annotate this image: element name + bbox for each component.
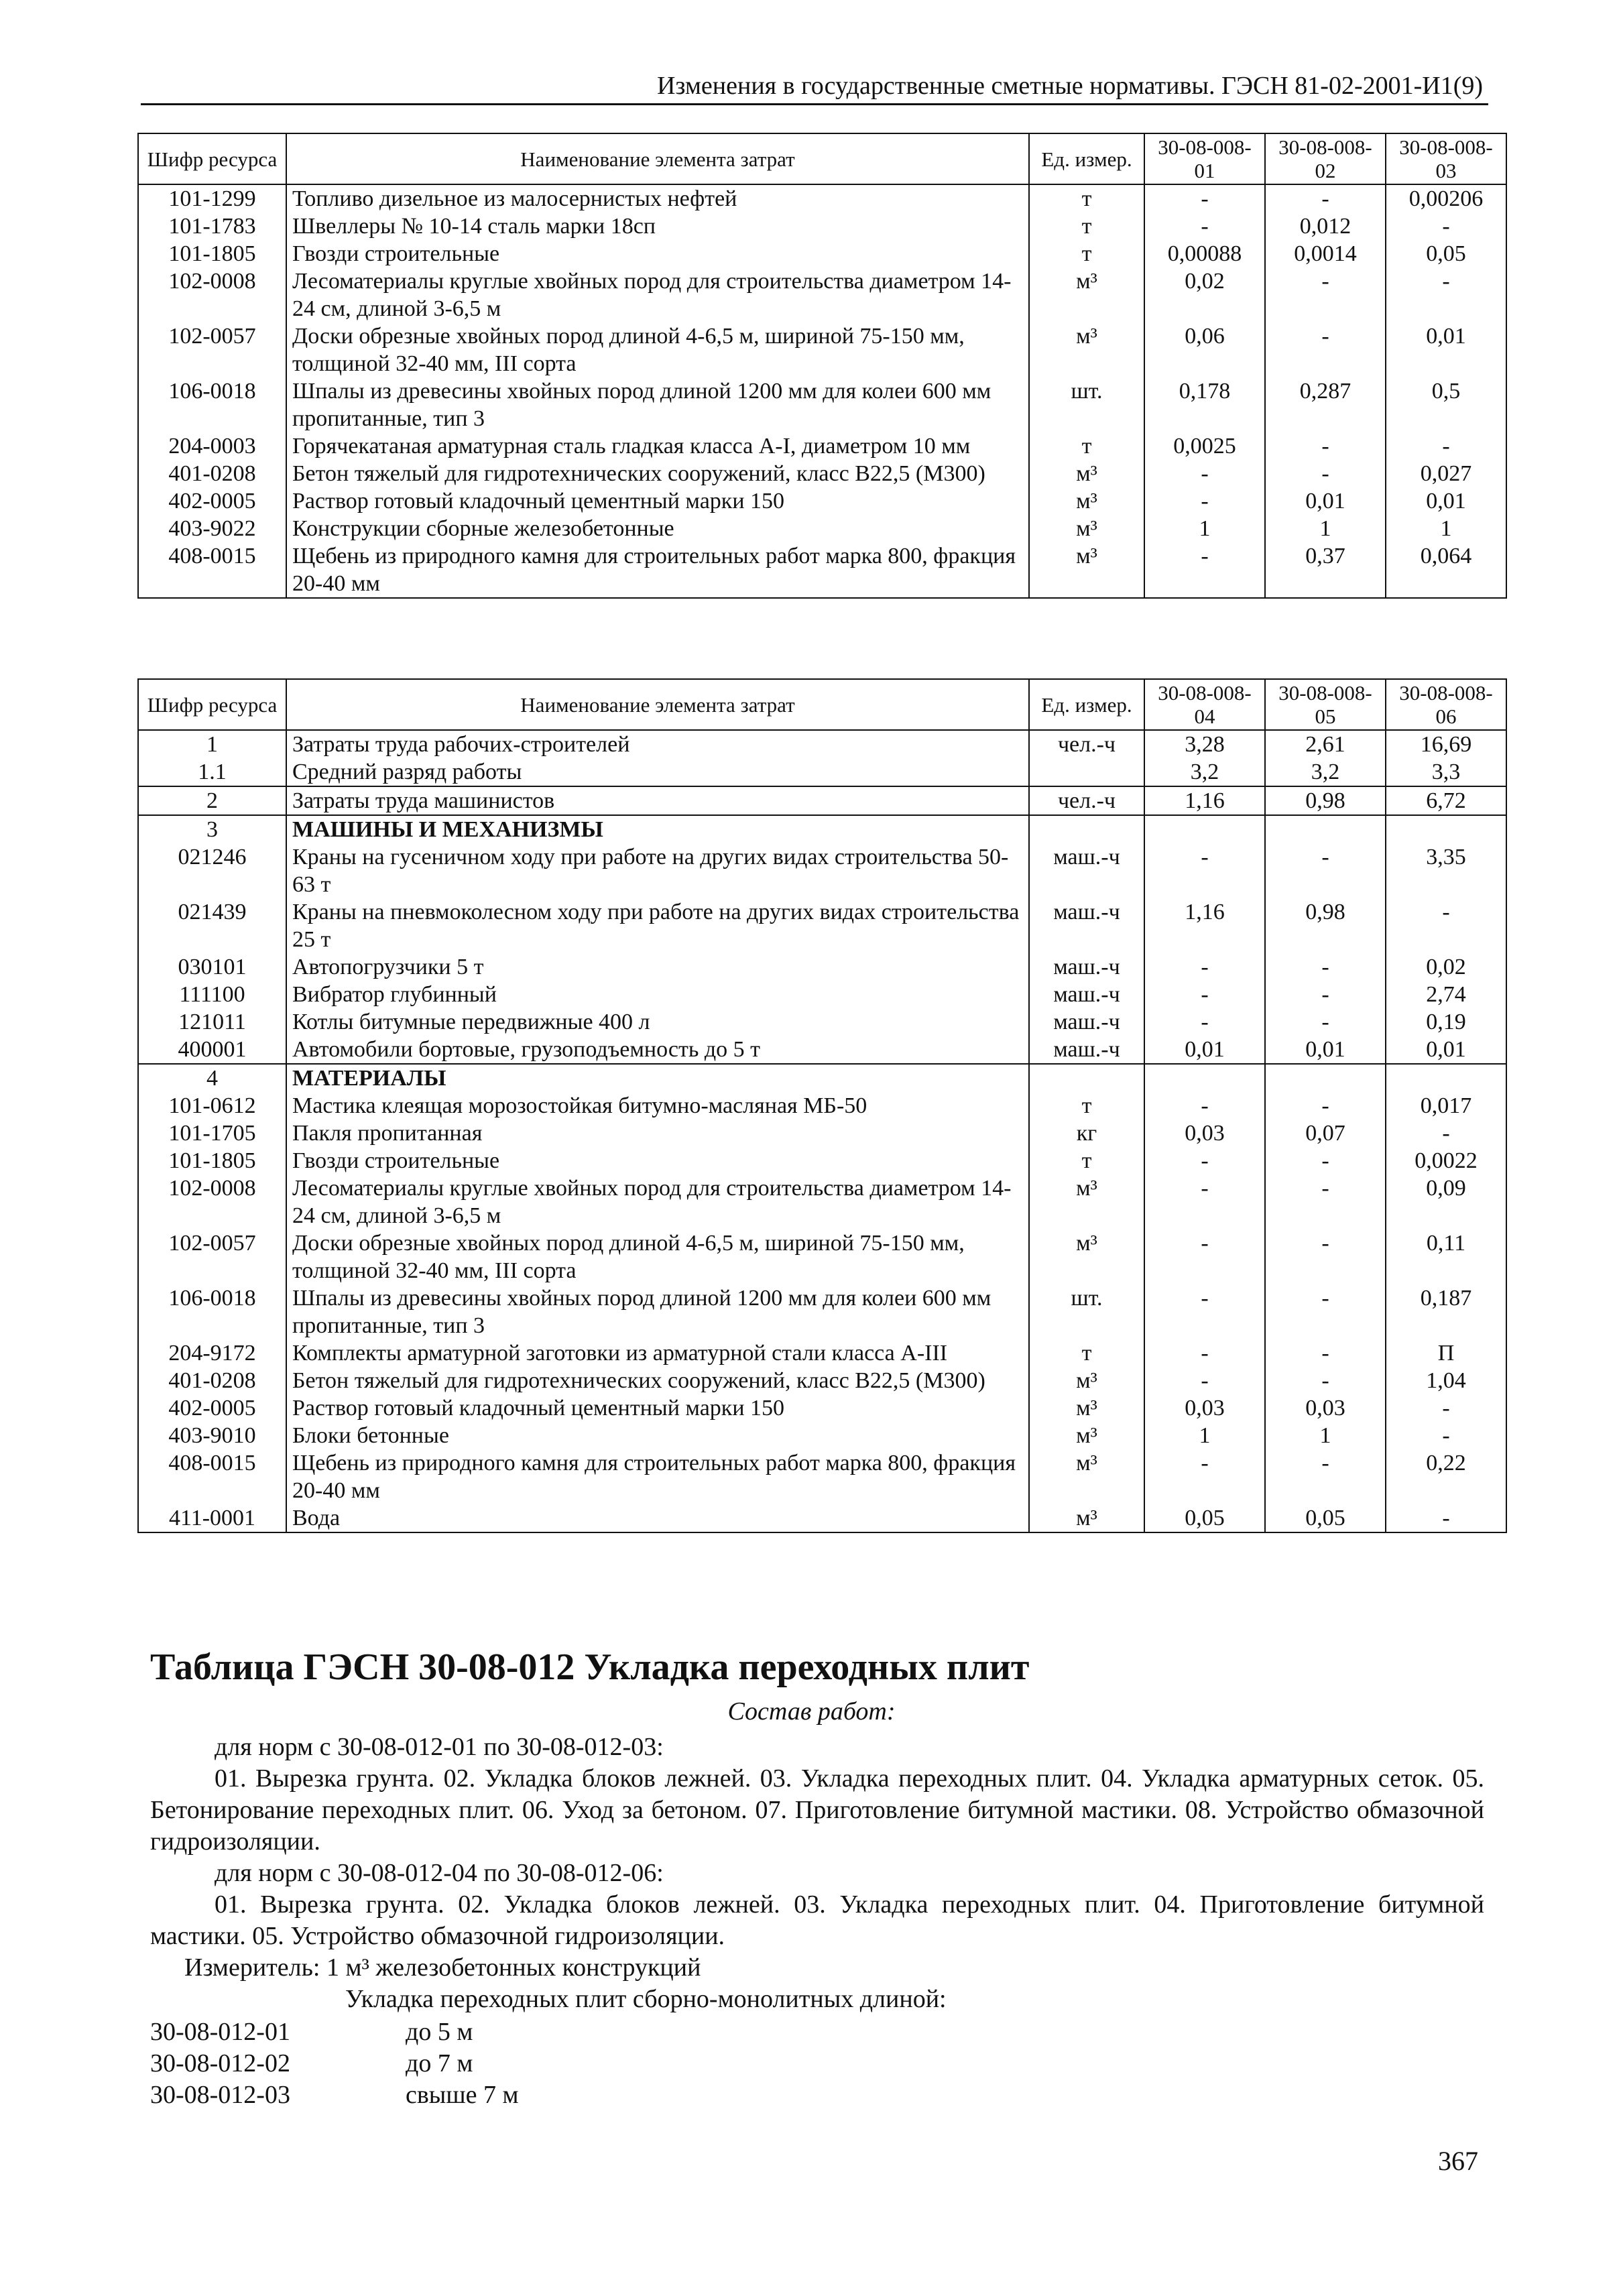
- resource-code: 102-0008: [138, 267, 286, 322]
- resource-code: 101-1805: [138, 240, 286, 267]
- unit-of-measure: м³: [1029, 1422, 1144, 1449]
- table-row: [138, 1394, 1506, 1422]
- table-row: [138, 1092, 1506, 1120]
- resource-code: 030101: [138, 953, 286, 981]
- works-list-b: 01. Вырезка грунта. 02. Укладка блоков лежней. 03. Укладка переходных плит. 04. Приготовление битумной мастики. 05. Устройство обмазочной гидроизоляции.: [150, 1890, 1484, 1950]
- norm-value: -: [1386, 213, 1506, 240]
- unit-of-measure: шт.: [1029, 377, 1144, 432]
- norm-value: 0,03: [1265, 1394, 1386, 1422]
- unit-of-measure: т: [1029, 184, 1144, 213]
- norm-value: -: [1386, 1394, 1506, 1422]
- table-row: [138, 1147, 1506, 1174]
- norm-value: -: [1144, 1092, 1265, 1120]
- measure-unit: Измеритель: 1 м³ железобетонных конструкций: [184, 1953, 701, 1982]
- cost-element-name: Топливо дизельное из малосернистых нефтей: [286, 184, 1029, 213]
- unit-of-measure: т: [1029, 1147, 1144, 1174]
- cost-element-name: МАТЕРИАЛЫ: [286, 1064, 1029, 1092]
- norm-value: 2,61: [1265, 730, 1386, 758]
- resource-code: 102-0057: [138, 322, 286, 377]
- unit-of-measure: м³: [1029, 1449, 1144, 1504]
- norm-value: -: [1144, 213, 1265, 240]
- table-row: [138, 1120, 1506, 1147]
- unit-of-measure: маш.-ч: [1029, 981, 1144, 1008]
- norm-value: 16,69: [1386, 730, 1506, 758]
- cost-element-name: Раствор готовый кладочный цементный марки 150: [286, 1394, 1029, 1422]
- norm-value: 3,35: [1386, 843, 1506, 898]
- resource-code: 408-0015: [138, 1449, 286, 1504]
- unit-of-measure: т: [1029, 432, 1144, 460]
- resource-code: 400001: [138, 1036, 286, 1064]
- cost-element-name: Конструкции сборные железобетонные: [286, 515, 1029, 542]
- norm-value: -: [1265, 460, 1386, 487]
- running-header: [141, 72, 1488, 105]
- norm-value: -: [1144, 1284, 1265, 1339]
- norm-value: 1: [1144, 515, 1265, 542]
- table-row: [138, 1174, 1506, 1229]
- unit-of-measure: чел.-ч: [1029, 786, 1144, 815]
- cost-element-name: МАШИНЫ И МЕХАНИЗМЫ: [286, 815, 1029, 843]
- table-row: [138, 432, 1506, 460]
- norms-range-a: для норм с 30-08-012-01 по 30-08-012-03:: [215, 1733, 664, 1761]
- resource-code: 106-0018: [138, 1284, 286, 1339]
- norm-desc: до 7 м: [406, 2049, 473, 2077]
- norm-value: 0,03: [1144, 1394, 1265, 1422]
- norm-value: 6,72: [1386, 786, 1506, 815]
- norm-value: 0,05: [1144, 1504, 1265, 1532]
- unit-of-measure: м³: [1029, 542, 1144, 598]
- norm-value: 0,01: [1386, 1036, 1506, 1064]
- norm-value: 0,02: [1144, 267, 1265, 322]
- table-row: [138, 184, 1506, 213]
- norm-value: -: [1265, 1147, 1386, 1174]
- norm-value: 0,00206: [1386, 184, 1506, 213]
- table-row: [138, 981, 1506, 1008]
- cost-element-name: Щебень из природного камня для строительных работ марка 800, фракция 20-40 мм: [286, 542, 1029, 598]
- running-header-text: Изменения в государственные сметные нормативы. ГЭСН 81-02-2001-И1(9): [656, 72, 1483, 100]
- norm-value: [1144, 815, 1265, 843]
- norm-value: 0,027: [1386, 460, 1506, 487]
- unit-of-measure: шт.: [1029, 1284, 1144, 1339]
- header-code: Шифр ресурса: [138, 679, 286, 730]
- norm-value: 1,16: [1144, 786, 1265, 815]
- norm-value: -: [1144, 953, 1265, 981]
- resource-code: 101-1299: [138, 184, 286, 213]
- resource-code: 401-0208: [138, 460, 286, 487]
- unit-of-measure: маш.-ч: [1029, 843, 1144, 898]
- header-norm-2: 30-08-008-02: [1265, 133, 1386, 184]
- norm-value: 0,017: [1386, 1092, 1506, 1120]
- table-row: [138, 377, 1506, 432]
- cost-element-name: Шпалы из древесины хвойных пород длиной 1200 мм для колеи 600 мм пропитанные, тип 3: [286, 377, 1029, 432]
- cost-element-name: Вибратор глубинный: [286, 981, 1029, 1008]
- table-row: [138, 953, 1506, 981]
- header-unit: Ед. измер.: [1029, 133, 1144, 184]
- unit-of-measure: м³: [1029, 1394, 1144, 1422]
- resource-code: 204-9172: [138, 1339, 286, 1367]
- resource-table-008-04-06: [137, 678, 1507, 1533]
- resource-code: 401-0208: [138, 1367, 286, 1394]
- cost-element-name: Гвозди строительные: [286, 240, 1029, 267]
- cost-element-name: Пакля пропитанная: [286, 1120, 1029, 1147]
- cost-element-name: Автопогрузчики 5 т: [286, 953, 1029, 981]
- resource-code: 402-0005: [138, 487, 286, 515]
- cost-element-name: Автомобили бортовые, грузоподъемность до 5 т: [286, 1036, 1029, 1064]
- norm-value: -: [1265, 1008, 1386, 1036]
- resource-code: 021246: [138, 843, 286, 898]
- resource-code: 1: [138, 730, 286, 758]
- norm-value: П: [1386, 1339, 1506, 1367]
- unit-of-measure: т: [1029, 213, 1144, 240]
- norm-code: 30-08-012-02: [150, 2049, 290, 2077]
- cost-element-name: Лесоматериалы круглые хвойных пород для строительства диаметром 14-24 см, длиной 3-6,5 м: [286, 267, 1029, 322]
- table-row: [138, 487, 1506, 515]
- cost-element-name: Мастика клеящая морозостойкая битумно-масляная МБ-50: [286, 1092, 1029, 1120]
- table-row: [138, 1504, 1506, 1532]
- resource-code: 4: [138, 1064, 286, 1092]
- cost-element-name: Затраты труда машинистов: [286, 786, 1029, 815]
- header-norm-5: 30-08-008-05: [1265, 679, 1386, 730]
- cost-element-name: Доски обрезные хвойных пород длиной 4-6,5 м, шириной 75-150 мм, толщиной 32-40 мм, III сорта: [286, 1229, 1029, 1284]
- table-row: [138, 1229, 1506, 1284]
- norm-value: 3,28: [1144, 730, 1265, 758]
- unit-of-measure: маш.-ч: [1029, 1008, 1144, 1036]
- norm-value: -: [1144, 184, 1265, 213]
- header-norm-4: 30-08-008-04: [1144, 679, 1265, 730]
- norm-value: 1,16: [1144, 898, 1265, 953]
- table-row: [138, 1367, 1506, 1394]
- norm-value: 0,01: [1386, 487, 1506, 515]
- cost-element-name: Краны на гусеничном ходу при работе на других видах строительства 50-63 т: [286, 843, 1029, 898]
- norm-value: -: [1144, 460, 1265, 487]
- cost-element-name: Гвозди строительные: [286, 1147, 1029, 1174]
- norm-value: 0,98: [1265, 898, 1386, 953]
- resource-code: 403-9010: [138, 1422, 286, 1449]
- unit-of-measure: м³: [1029, 460, 1144, 487]
- norm-value: 0,06: [1144, 322, 1265, 377]
- norm-value: 3,3: [1386, 758, 1506, 786]
- table-row: [138, 1008, 1506, 1036]
- norm-value: -: [1144, 1339, 1265, 1367]
- resource-code: 101-1705: [138, 1120, 286, 1147]
- norm-value: -: [1144, 1147, 1265, 1174]
- norm-value: 0,02: [1386, 953, 1506, 981]
- norm-value: [1265, 1064, 1386, 1092]
- header-norm-1: 30-08-008-01: [1144, 133, 1265, 184]
- header-norm-6: 30-08-008-06: [1386, 679, 1506, 730]
- norm-value: 3,2: [1144, 758, 1265, 786]
- unit-of-measure: м³: [1029, 1174, 1144, 1229]
- table-row: [138, 1064, 1506, 1092]
- norm-value: 0,0025: [1144, 432, 1265, 460]
- table-row: [138, 213, 1506, 240]
- section-title: Таблица ГЭСН 30-08-012 Укладка переходных плит: [150, 1646, 1030, 1688]
- cost-element-name: Доски обрезные хвойных пород длиной 4-6,5 м, шириной 75-150 мм, толщиной 32-40 мм, III сорта: [286, 322, 1029, 377]
- norm-value: 0,37: [1265, 542, 1386, 598]
- table-row: [138, 542, 1506, 598]
- cost-element-name: Щебень из природного камня для строительных работ марка 800, фракция 20-40 мм: [286, 1449, 1029, 1504]
- resource-code: 101-0612: [138, 1092, 286, 1120]
- cost-element-name: Швеллеры № 10-14 сталь марки 18сп: [286, 213, 1029, 240]
- unit-of-measure: кг: [1029, 1120, 1144, 1147]
- resource-code: 102-0057: [138, 1229, 286, 1284]
- norm-value: -: [1386, 1422, 1506, 1449]
- norm-value: -: [1144, 1174, 1265, 1229]
- resource-code: 106-0018: [138, 377, 286, 432]
- table-row: [138, 730, 1506, 758]
- table-row: [138, 815, 1506, 843]
- norm-value: [1386, 1064, 1506, 1092]
- header-name: Наименование элемента затрат: [286, 679, 1029, 730]
- norm-value: -: [1265, 267, 1386, 322]
- table-row: [138, 1339, 1506, 1367]
- cost-element-name: Котлы битумные передвижные 400 л: [286, 1008, 1029, 1036]
- norm-value: 0,22: [1386, 1449, 1506, 1504]
- table-row: [138, 1036, 1506, 1064]
- norm-value: -: [1144, 981, 1265, 1008]
- table-row: [138, 1449, 1506, 1504]
- norm-code: 30-08-012-01: [150, 2018, 290, 2046]
- unit-of-measure: маш.-ч: [1029, 1036, 1144, 1064]
- norm-value: -: [1265, 1284, 1386, 1339]
- cost-element-name: Вода: [286, 1504, 1029, 1532]
- norm-value: 0,01: [1265, 1036, 1386, 1064]
- norm-value: 0,11: [1386, 1229, 1506, 1284]
- norm-value: 0,01: [1386, 322, 1506, 377]
- norm-value: 0,07: [1265, 1120, 1386, 1147]
- norm-value: 0,01: [1144, 1036, 1265, 1064]
- resource-code: 204-0003: [138, 432, 286, 460]
- table-row: [138, 460, 1506, 487]
- norm-value: 0,0022: [1386, 1147, 1506, 1174]
- norm-value: -: [1265, 1367, 1386, 1394]
- norm-value: 0,178: [1144, 377, 1265, 432]
- header-name: Наименование элемента затрат: [286, 133, 1029, 184]
- norm-value: -: [1144, 1367, 1265, 1394]
- norm-value: 1: [1265, 1422, 1386, 1449]
- unit-of-measure: [1029, 758, 1144, 786]
- norm-value: -: [1386, 1120, 1506, 1147]
- cost-element-name: Блоки бетонные: [286, 1422, 1029, 1449]
- norm-value: 0,287: [1265, 377, 1386, 432]
- norm-value: 0,98: [1265, 786, 1386, 815]
- norm-value: -: [1265, 1229, 1386, 1284]
- norm-value: 0,05: [1386, 240, 1506, 267]
- resource-code: 403-9022: [138, 515, 286, 542]
- header-norm-3: 30-08-008-03: [1386, 133, 1506, 184]
- norm-value: -: [1265, 843, 1386, 898]
- norm-code: 30-08-012-03: [150, 2081, 290, 2109]
- unit-of-measure: т: [1029, 1092, 1144, 1120]
- norm-value: 0,19: [1386, 1008, 1506, 1036]
- unit-of-measure: [1029, 1064, 1144, 1092]
- table-row: [138, 758, 1506, 786]
- unit-of-measure: м³: [1029, 1367, 1144, 1394]
- table-row: [138, 322, 1506, 377]
- unit-of-measure: м³: [1029, 267, 1144, 322]
- table-row: [138, 240, 1506, 267]
- norm-value: 1: [1144, 1422, 1265, 1449]
- norm-value: 0,5: [1386, 377, 1506, 432]
- unit-of-measure: м³: [1029, 487, 1144, 515]
- cost-element-name: Лесоматериалы круглые хвойных пород для строительства диаметром 14-24 см, длиной 3-6,5 м: [286, 1174, 1029, 1229]
- norm-value: 2,74: [1386, 981, 1506, 1008]
- norm-value: 0,064: [1386, 542, 1506, 598]
- norm-value: -: [1144, 542, 1265, 598]
- norm-value: -: [1144, 1229, 1265, 1284]
- norm-value: -: [1386, 267, 1506, 322]
- norm-value: 0,05: [1265, 1504, 1386, 1532]
- unit-of-measure: чел.-ч: [1029, 730, 1144, 758]
- norm-value: 0,01: [1265, 487, 1386, 515]
- norm-value: -: [1265, 953, 1386, 981]
- cost-element-name: Горячекатаная арматурная сталь гладкая класса А-I, диаметром 10 мм: [286, 432, 1029, 460]
- unit-of-measure: м³: [1029, 1229, 1144, 1284]
- norm-value: 0,09: [1386, 1174, 1506, 1229]
- resource-code: 402-0005: [138, 1394, 286, 1422]
- norm-desc: до 5 м: [406, 2018, 473, 2046]
- norm-value: 0,0014: [1265, 240, 1386, 267]
- resource-code: 121011: [138, 1008, 286, 1036]
- norm-value: 1: [1265, 515, 1386, 542]
- resource-code: 101-1783: [138, 213, 286, 240]
- resource-code: 1.1: [138, 758, 286, 786]
- table-row: [138, 786, 1506, 815]
- norm-value: -: [1265, 1174, 1386, 1229]
- cost-element-name: Бетон тяжелый для гидротехнических сооружений, класс В22,5 (М300): [286, 460, 1029, 487]
- norm-value: [1386, 815, 1506, 843]
- cost-element-name: Шпалы из древесины хвойных пород длиной 1200 мм для колеи 600 мм пропитанные, тип 3: [286, 1284, 1029, 1339]
- unit-of-measure: м³: [1029, 322, 1144, 377]
- table-row: [138, 1422, 1506, 1449]
- norm-value: 3,2: [1265, 758, 1386, 786]
- resource-code: 408-0015: [138, 542, 286, 598]
- unit-of-measure: маш.-ч: [1029, 953, 1144, 981]
- norm-value: [1265, 815, 1386, 843]
- unit-of-measure: м³: [1029, 1504, 1144, 1532]
- table-row: [138, 1284, 1506, 1339]
- resource-code: 111100: [138, 981, 286, 1008]
- table-row: [138, 843, 1506, 898]
- norm-value: -: [1386, 1504, 1506, 1532]
- unit-of-measure: т: [1029, 1339, 1144, 1367]
- norm-value: 0,03: [1144, 1120, 1265, 1147]
- norm-value: 0,00088: [1144, 240, 1265, 267]
- norm-value: [1144, 1064, 1265, 1092]
- table-row: [138, 515, 1506, 542]
- norm-value: -: [1265, 981, 1386, 1008]
- norms-subtitle: Укладка переходных плит сборно-монолитных длиной:: [345, 1985, 947, 2013]
- norm-value: -: [1265, 1339, 1386, 1367]
- norm-value: -: [1144, 1008, 1265, 1036]
- norm-value: -: [1386, 432, 1506, 460]
- norm-value: 0,012: [1265, 213, 1386, 240]
- cost-element-name: Затраты труда рабочих-строителей: [286, 730, 1029, 758]
- norm-value: -: [1144, 843, 1265, 898]
- resource-code: 411-0001: [138, 1504, 286, 1532]
- norms-range-b: для норм с 30-08-012-04 по 30-08-012-06:: [215, 1859, 664, 1887]
- cost-element-name: Краны на пневмоколесном ходу при работе на других видах строительства 25 т: [286, 898, 1029, 953]
- norm-value: -: [1265, 432, 1386, 460]
- unit-of-measure: т: [1029, 240, 1144, 267]
- norm-value: -: [1265, 184, 1386, 213]
- cost-element-name: Средний разряд работы: [286, 758, 1029, 786]
- norm-value: 1: [1386, 515, 1506, 542]
- unit-of-measure: [1029, 815, 1144, 843]
- resource-code: 021439: [138, 898, 286, 953]
- norm-value: -: [1265, 1449, 1386, 1504]
- works-list-a: 01. Вырезка грунта. 02. Укладка блоков лежней. 03. Укладка переходных плит. 04. Укладка арматурных сеток. 05. Бетонирование переходных плит. 06. Уход за бетоном. 07. Приготовление битумной мастики. 08. Устройство обмазочной гидроизоляции.: [150, 1764, 1484, 1856]
- resource-code: 101-1805: [138, 1147, 286, 1174]
- cost-element-name: Комплекты арматурной заготовки из арматурной стали класса А-III: [286, 1339, 1029, 1367]
- norm-value: 1,04: [1386, 1367, 1506, 1394]
- header-unit: Ед. измер.: [1029, 679, 1144, 730]
- norm-value: 0,187: [1386, 1284, 1506, 1339]
- resource-code: 102-0008: [138, 1174, 286, 1229]
- norm-value: -: [1144, 1449, 1265, 1504]
- norm-value: -: [1265, 1092, 1386, 1120]
- unit-of-measure: маш.-ч: [1029, 898, 1144, 953]
- resource-code: 2: [138, 786, 286, 815]
- cost-element-name: Раствор готовый кладочный цементный марки 150: [286, 487, 1029, 515]
- cost-element-name: Бетон тяжелый для гидротехнических сооружений, класс В22,5 (М300): [286, 1367, 1029, 1394]
- table-row: [138, 898, 1506, 953]
- norm-desc: свыше 7 м: [406, 2081, 519, 2109]
- norm-value: -: [1144, 487, 1265, 515]
- resource-table-008-01-03: [137, 133, 1507, 599]
- page-number: 367: [1438, 2146, 1478, 2176]
- unit-of-measure: м³: [1029, 515, 1144, 542]
- table-row: [138, 267, 1506, 322]
- work-composition-heading: Состав работ:: [727, 1697, 896, 1726]
- resource-code: 3: [138, 815, 286, 843]
- header-code: Шифр ресурса: [138, 133, 286, 184]
- norm-value: -: [1386, 898, 1506, 953]
- norm-value: -: [1265, 322, 1386, 377]
